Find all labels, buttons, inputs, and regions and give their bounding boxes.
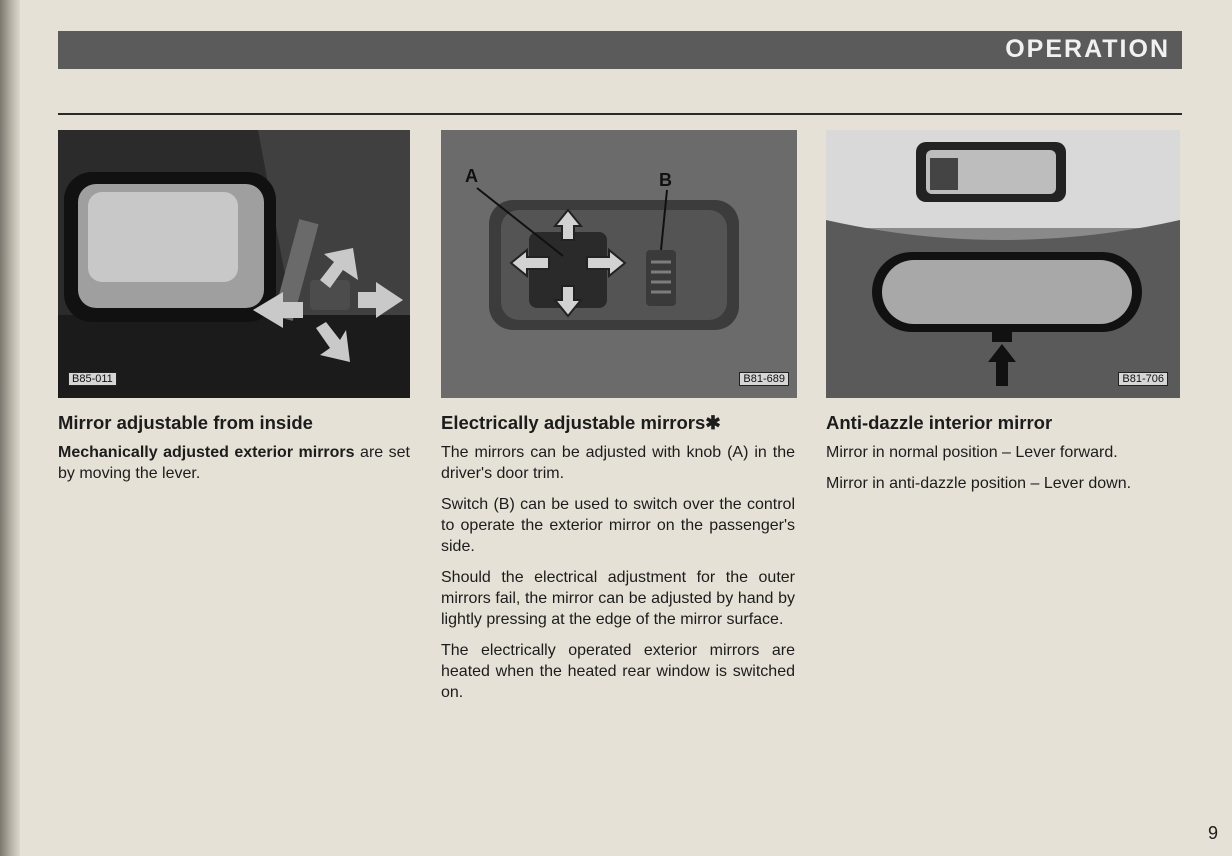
interior-mirror-illustration [826,130,1180,398]
paragraph [58,442,410,484]
paragraph: Should the electrical adjustment for the outer mirrors fail, the mirror can be adjusted by hand by lightly pressing at the edge of the mirror surface. [441,569,795,628]
heading-electric-mirrors: Electrically adjustable mirrors✱ [441,412,721,433]
label-b: B [659,170,672,190]
page-number: 9 [1207,823,1218,843]
column-mirror-inside [58,412,410,494]
paragraph: Mirror in anti-dazzle position – Lever down. [826,475,1132,492]
photo-code-label: B81-706 [1118,372,1168,386]
interior-mirror-photo [826,130,1180,398]
paragraph: Switch (B) can be used to switch over the control to operate the exterior mirror on the passenger's side. [441,496,795,555]
photo-code-label: B81-689 [739,372,789,386]
label-a: A [465,166,478,186]
column-anti-dazzle [826,412,1178,504]
divider-rule [58,113,1182,115]
lead-text: are set by moving the lever. [58,444,410,482]
paragraph: Mirror in normal position – Lever forward. [826,444,1118,461]
page-spine [0,0,20,856]
door-trim-switch-photo [441,130,797,398]
column-electric-mirrors [441,412,795,713]
mirror-switch-illustration [441,130,797,398]
exterior-mirror-photo [58,130,410,398]
exterior-mirror-illustration [58,130,410,398]
photo-code-label: B85-011 [68,372,117,386]
heading-mirror-inside: Mirror adjustable from inside [58,412,313,433]
heading-anti-dazzle: Anti-dazzle interior mirror [826,412,1053,433]
lead-bold-text: Mechanically adjusted exterior mirrors [58,444,355,461]
section-header-bar [58,31,1182,69]
paragraph: The mirrors can be adjusted with knob (A) in the driver's door trim. [441,444,795,482]
section-title: OPERATION [1005,35,1170,63]
paragraph: The electrically operated exterior mirrors are heated when the heated rear window is switched on. [441,642,795,701]
